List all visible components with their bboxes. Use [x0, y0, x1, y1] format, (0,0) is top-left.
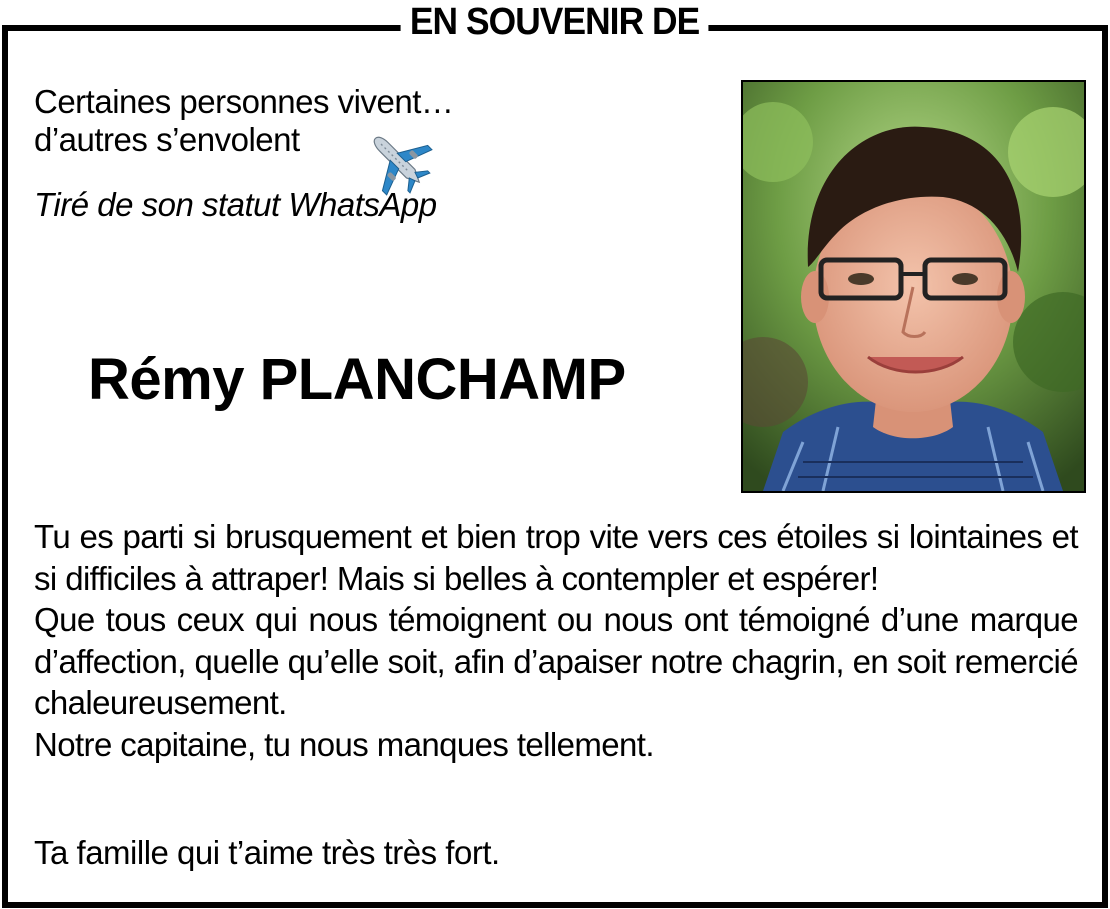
- message-paragraph-3: Notre capitaine, tu nous manques tellement.: [34, 725, 654, 763]
- quote-line-1: Certaines personnes vivent…: [34, 83, 454, 120]
- message-paragraph-1: Tu es parti si brusquement et bien trop vite vers ces étoiles si lointaines et si difficiles à attraper! Mais si belles à contempler et espérer!: [34, 518, 1078, 597]
- quote-line-2: d’autres s’envolent: [34, 121, 300, 158]
- portrait-image: [743, 82, 1084, 491]
- family-signature: Ta famille qui t’aime très très fort.: [34, 834, 500, 871]
- message-paragraph-2: Que tous ceux qui nous témoignent ou nous ont témoigné d’une marque d’affection, quelle qu’elle soit, afin d’apaiser notre chagrin, en soit remercié chaleureusement.: [34, 601, 1078, 721]
- message: [34, 516, 1078, 765]
- header-title: EN SOUVENIR DE: [401, 0, 709, 44]
- quote-source: Tiré de son statut WhatsApp: [34, 186, 437, 223]
- portrait-photo: [741, 80, 1086, 493]
- deceased-name: Rémy PLANCHAMP: [88, 347, 626, 412]
